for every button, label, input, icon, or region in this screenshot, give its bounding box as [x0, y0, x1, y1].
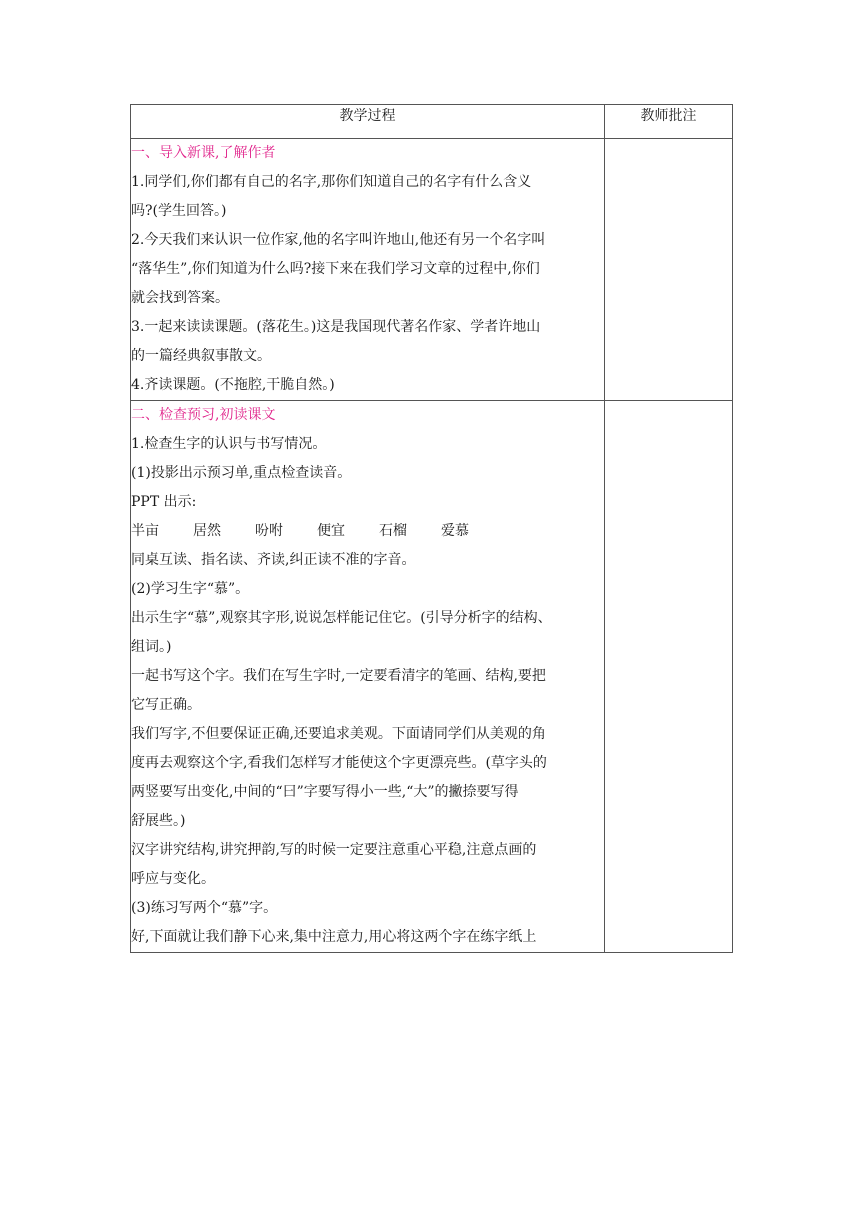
paragraph-line: 的一篇经典叙事散文。 [131, 348, 271, 364]
vocab-word: 半亩 [131, 523, 159, 539]
lesson-plan-table [130, 104, 733, 953]
paragraph-line: 吗?(学生回答。) [131, 203, 227, 219]
paragraph-line: (3)练习写两个“慕”字。 [131, 900, 278, 916]
section-row-2 [131, 401, 733, 953]
vocab-word: 吩咐 [255, 523, 283, 539]
vocabulary-words [131, 517, 604, 546]
paragraph-line: 1.同学们,你们都有自己的名字,那你们知道自己的名字有什么含义 [131, 174, 532, 190]
paragraph-line: 4.齐读课题。(不拖腔,干脆自然。) [131, 377, 335, 393]
vocab-word: 爱慕 [441, 523, 469, 539]
section-2-notes [605, 401, 733, 953]
paragraph-line: 一起书写这个字。我们在写生字时,一定要看清字的笔画、结构,要把 [131, 668, 546, 684]
paragraph-line: 两竖要写出变化,中间的“曰”字要写得小一些,“大”的撇捺要写得 [131, 784, 519, 800]
header-teacher-notes: 教师批注 [605, 105, 733, 139]
paragraph-line: (2)学习生字“慕”。 [131, 581, 250, 597]
paragraph-line: 它写正确。 [131, 697, 201, 713]
vocab-word: 石榴 [379, 523, 407, 539]
header-teaching-process: 教学过程 [131, 105, 605, 139]
paragraph-line: 1.检查生字的认识与书写情况。 [131, 436, 327, 452]
section-2-title: 二、检查预习,初读课文 [131, 407, 276, 423]
paragraph-line: 同桌互读、指名读、齐读,纠正读不准的字音。 [131, 552, 416, 568]
paragraph-line: “落华生”,你们知道为什么吗?接下来在我们学习文章的过程中,你们 [131, 261, 540, 277]
section-2-content [131, 401, 605, 953]
vocab-word: 便宜 [317, 523, 345, 539]
paragraph-line: (1)投影出示预习单,重点检查读音。 [131, 465, 352, 481]
paragraph-line: 出示生字“慕”,观察其字形,说说怎样能记住它。(引导分析字的结构、 [131, 610, 552, 626]
paragraph-line: 好,下面就让我们静下心来,集中注意力,用心将这两个字在练字纸上 [131, 929, 537, 945]
paragraph-line: 汉字讲究结构,讲究押韵,写的时候一定要注意重心平稳,注意点画的 [131, 842, 537, 858]
paragraph-line: PPT 出示: [131, 494, 197, 510]
paragraph-line: 舒展些。) [131, 813, 186, 829]
paragraph-line: 我们写字,不但要保证正确,还要追求美观。下面请同学们从美观的角 [131, 726, 546, 742]
paragraph-line: 2.今天我们来认识一位作家,他的名字叫许地山,他还有另一个名字叫 [131, 232, 546, 248]
paragraph-line: 度再去观察这个字,看我们怎样写才能使这个字更漂亮些。(草字头的 [131, 755, 547, 771]
paragraph-line: 就会找到答案。 [131, 290, 229, 306]
section-1-content [131, 139, 605, 401]
paragraph-line: 呼应与变化。 [131, 871, 215, 887]
paragraph-line: 组词。) [131, 639, 172, 655]
section-1-notes [605, 139, 733, 401]
table-header-row [131, 105, 733, 139]
section-row-1 [131, 139, 733, 401]
section-1-title: 一、导入新课,了解作者 [131, 145, 276, 161]
paragraph-line: 3.一起来读读课题。(落花生。)这是我国现代著名作家、学者许地山 [131, 319, 541, 335]
vocab-word: 居然 [193, 523, 221, 539]
